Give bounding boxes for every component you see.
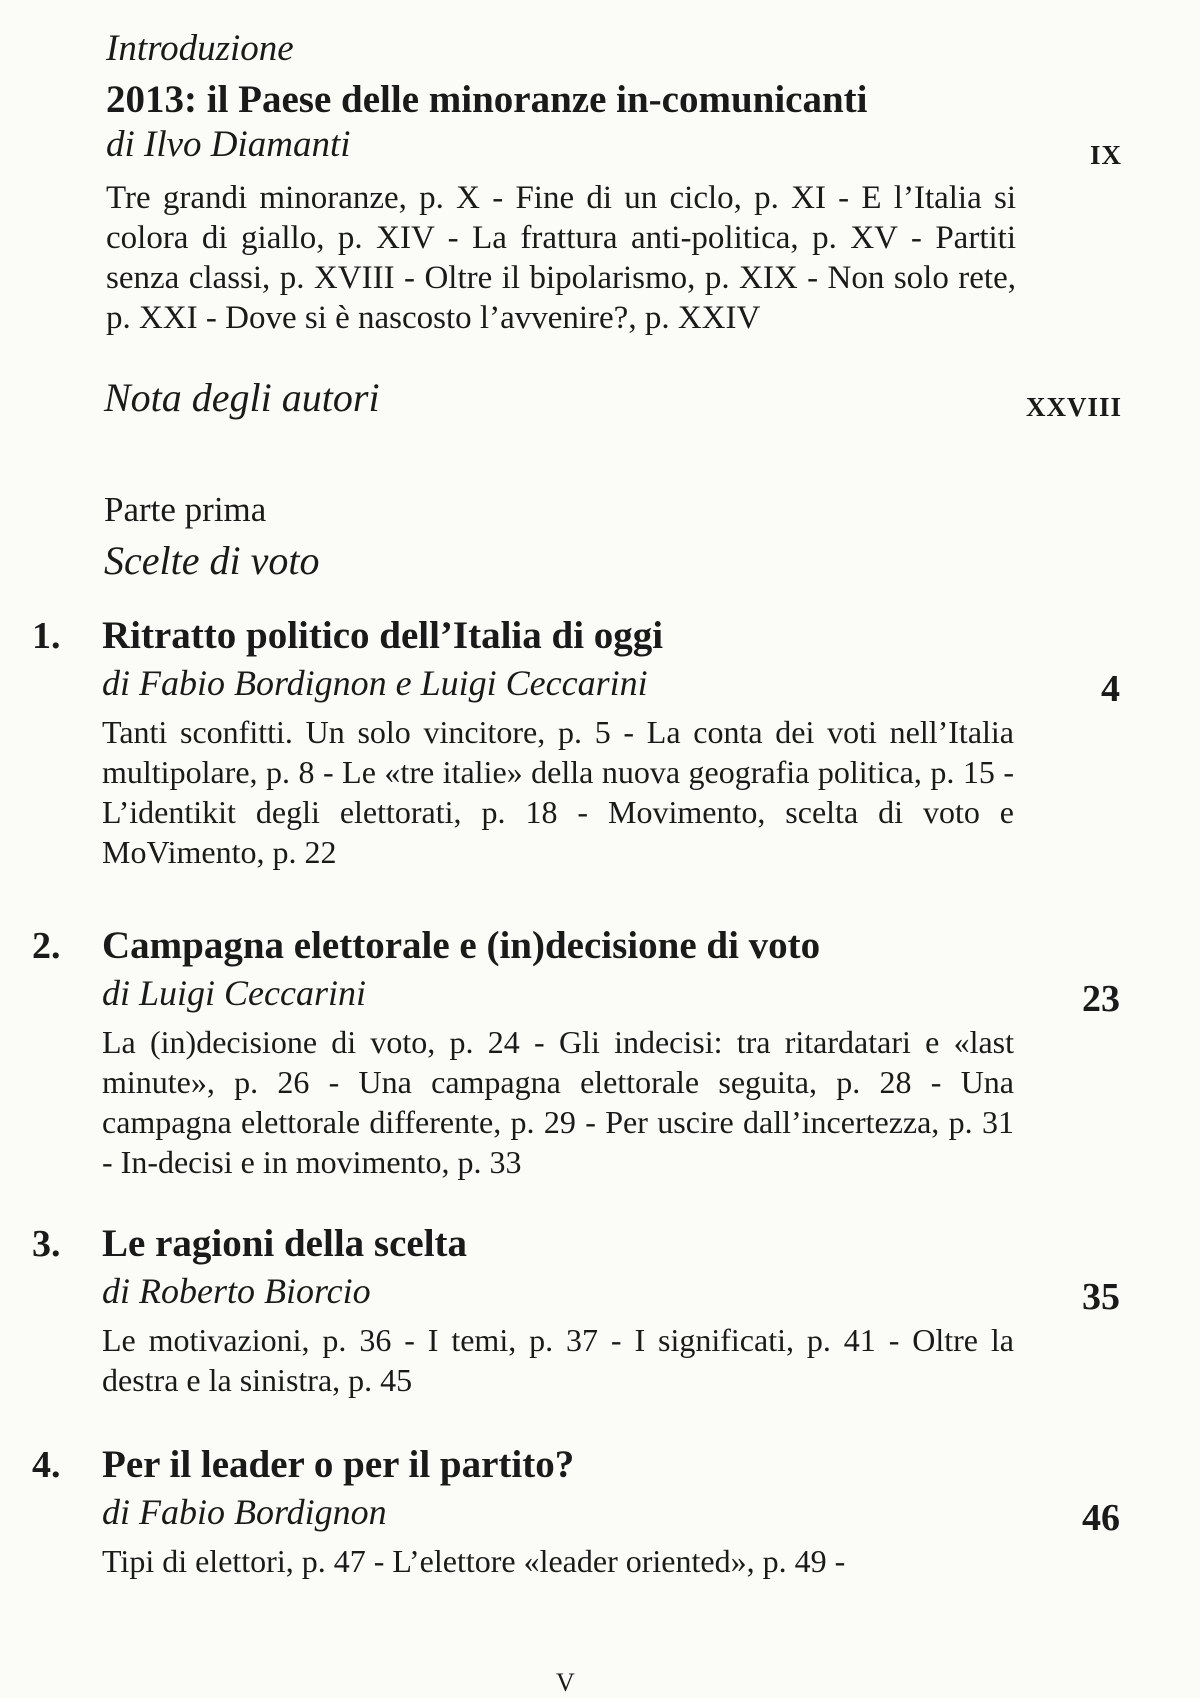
intro-page-number: IX xyxy=(1089,140,1122,170)
chapter-page-number: 4 xyxy=(1101,668,1120,710)
chapter-page-number: 23 xyxy=(1082,978,1120,1020)
intro-author: di Ilvo Diamanti xyxy=(106,124,351,165)
chapter-summary: Tanti sconfitti. Un solo vincitore, p. 5 - La conta dei voti nell’Italia multipolare, p. 8 - Le «tre italie» della nuova geografia politica, p. 15 - L’identikit degli elettorati, p. 18 - Movimento, scelta di voto e MoVimento, p. 22 xyxy=(102,714,1014,870)
chapter-page-number: 46 xyxy=(1082,1497,1120,1539)
chapter-summary: La (in)decisione di voto, p. 24 - Gli indecisi: tra ritardatari e «last minute», p. 26 - Una campagna elettorale seguita, p. 28 - Una campagna elettorale differente, p. 29 - Per uscire dall’incertezza, p. 31 - In-decisi e in movimento, p. 33 xyxy=(102,1024,1014,1180)
chapter-author: di Luigi Ceccarini xyxy=(102,973,366,1013)
chapter-title: Ritratto politico dell’Italia di oggi xyxy=(102,614,664,657)
folio-page-number: V xyxy=(556,1668,575,1697)
part-label: Parte prima xyxy=(104,490,267,529)
part-title: Scelte di voto xyxy=(104,538,320,583)
chapter-number: 2. xyxy=(32,925,61,967)
intro-summary: Tre grandi minoranze, p. X - Fine di un ciclo, p. XI - E l’Italia si colora di giallo, p. XIV - La frattura anti-politica, p. XV - Partiti senza classi, p. XVIII - Oltre il bipolarismo, p. XIX - Non solo rete, p. XXI - Dove si è nascosto l’avvenire?, p. XXIV xyxy=(106,180,1016,336)
chapter-page-number: 35 xyxy=(1082,1276,1120,1318)
nota-label: Nota degli autori xyxy=(104,375,380,420)
chapter-summary: Le motivazioni, p. 36 - I temi, p. 37 - I significati, p. 41 - Oltre la destra e la sinistra, p. 45 xyxy=(102,1322,1014,1398)
chapter-author: di Fabio Bordignon e Luigi Ceccarini xyxy=(102,663,648,703)
chapter-number: 1. xyxy=(32,615,61,657)
intro-label: Introduzione xyxy=(106,28,294,69)
chapter-number: 4. xyxy=(32,1444,61,1486)
nota-page-number: XXVIII xyxy=(1025,392,1122,422)
chapter-summary: Tipi di elettori, p. 47 - L’elettore «leader oriented», p. 49 - xyxy=(102,1543,846,1579)
chapter-title: Campagna elettorale e (in)decisione di voto xyxy=(102,924,821,967)
chapter-title: Le ragioni della scelta xyxy=(102,1222,468,1265)
chapter-author: di Roberto Biorcio xyxy=(102,1271,371,1311)
chapter-number: 3. xyxy=(32,1223,61,1265)
chapter-title: Per il leader o per il partito? xyxy=(102,1443,575,1486)
chapter-author: di Fabio Bordignon xyxy=(102,1492,387,1532)
intro-title: 2013: il Paese delle minoranze in-comunicanti xyxy=(106,78,868,121)
